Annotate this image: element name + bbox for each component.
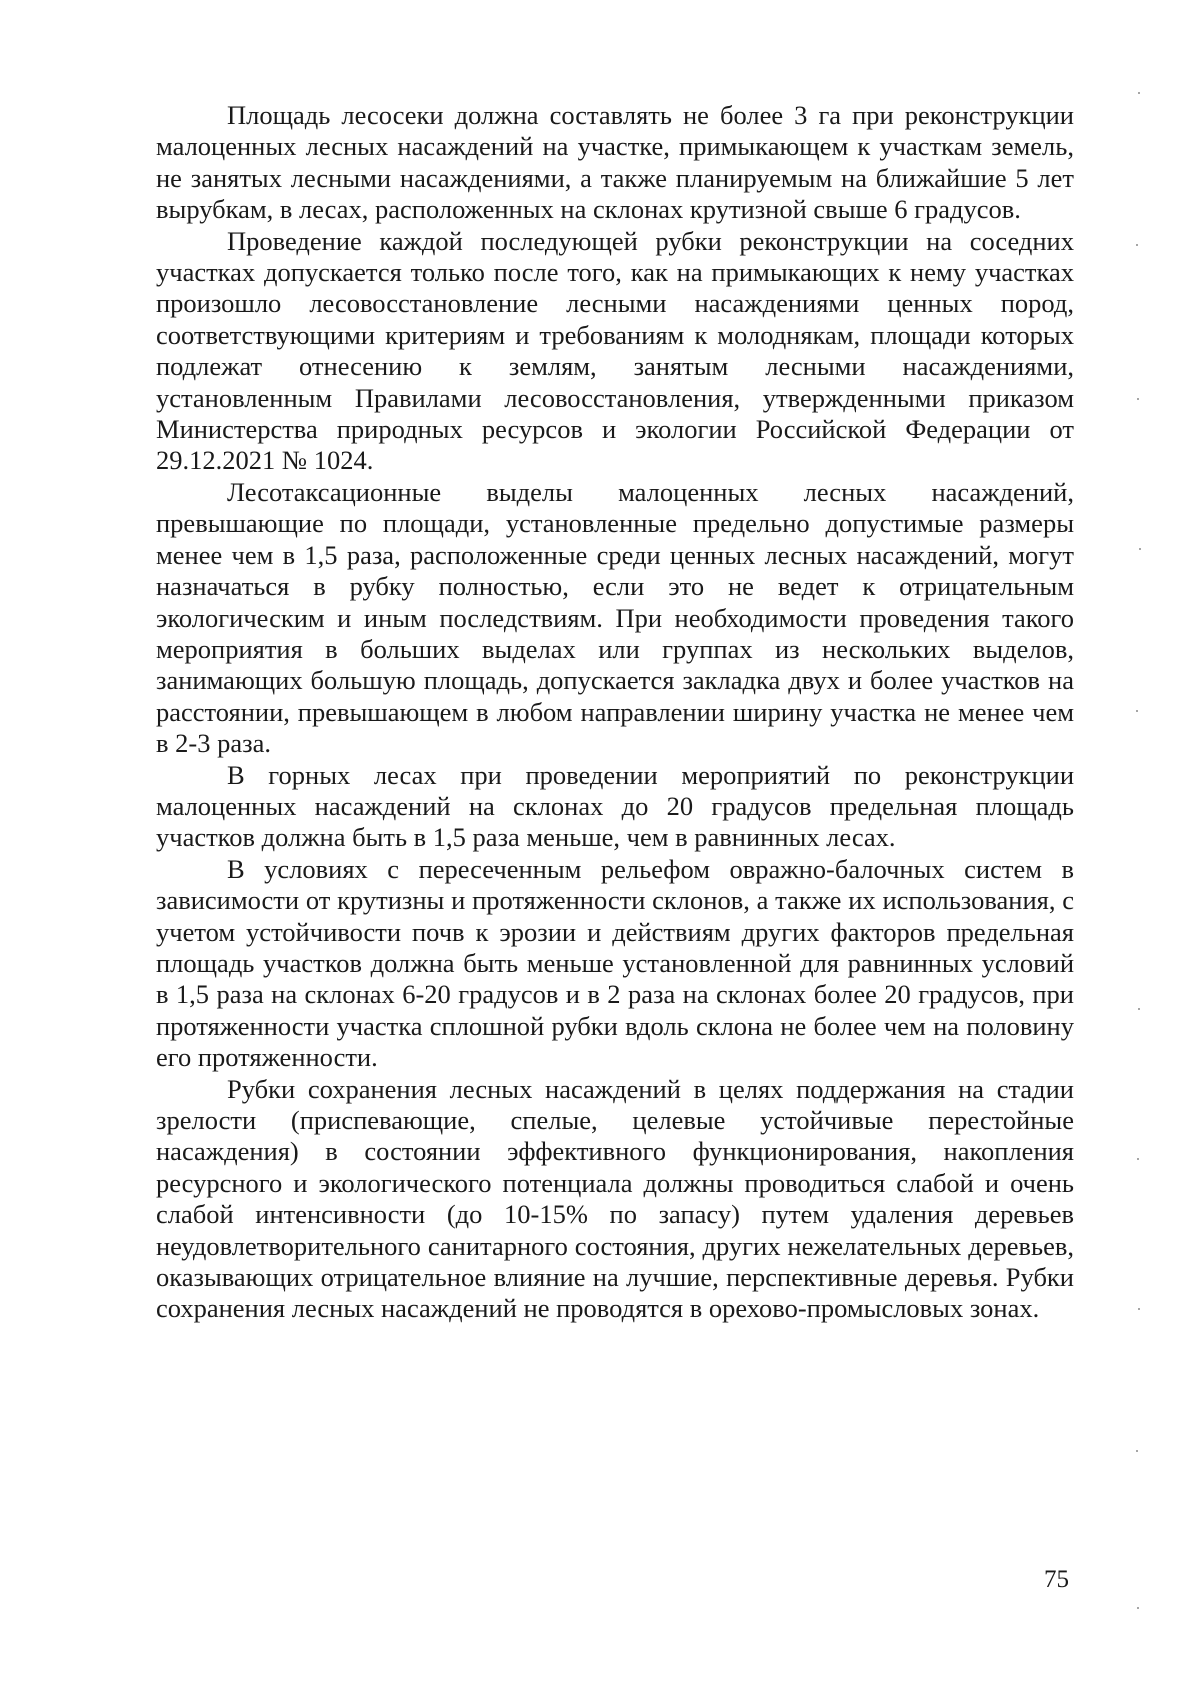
- paragraph-3: Лесотаксационные выделы малоценных лесных насаждений, превышающие по площади, установленные предельно допустимые размеры менее чем в 1,5 раза, расположенные среди ценных лесных насаждений, могут назначаться в рубку полностью, если это не ведет к отрицательным экологическим и иным последствиям. При необходимости проведения такого мероприятия в больших выделах или группах из нескольких выделов, занимающих большую площадь, допускается закладка двух и более участков на расстоянии, превышающем в любом направлении ширину участка не менее чем в 2-3 раза.: [156, 476, 1074, 759]
- scan-speck: [1137, 398, 1139, 400]
- paragraph-1: Площадь лесосеки должна составлять не более 3 га при реконструкции малоценных лесных насаждений на участке, примыкающем к участкам земель, не занятых лесными насаждениями, а также планируемым на ближайшие 5 лет вырубкам, в лесах, расположенных на склонах крутизной свыше 6 градусов.: [156, 100, 1074, 225]
- scan-speck: [1136, 244, 1138, 246]
- scan-speck: [1138, 1308, 1140, 1310]
- scan-speck: [1136, 710, 1138, 712]
- scan-speck: [1138, 92, 1140, 94]
- body-text: [156, 100, 1074, 1325]
- scan-speck: [1136, 1450, 1138, 1452]
- paragraph-6: Рубки сохранения лесных насаждений в целях поддержания на стадии зрелости (приспевающие, спелые, целевые устойчивые перестойные насаждения) в состоянии эффективного функционирования, накопления ресурсного и экологического потенциала должны проводиться слабой и очень слабой интенсивности (до 10-15% по запасу) путем удаления деревьев неудовлетворительного санитарного состояния, других нежелательных деревьев, оказывающих отрицательное влияние на лучшие, перспективные деревья. Рубки сохранения лесных насаждений не проводятся в орехово-промысловых зонах.: [156, 1073, 1074, 1324]
- scan-speck: [1138, 1008, 1140, 1010]
- page-number: 75: [1044, 1566, 1069, 1593]
- paragraph-2: Проведение каждой последующей рубки реконструкции на соседних участках допускается только после того, как на примыкающих к нему участках произошло лесовосстановление лесными насаждениями ценных пород, соответствующими критериям и требованиям к молоднякам, площади которых подлежат отнесению к землям, занятым лесными насаждениями, установленным Правилами лесовосстановления, утвержденными приказом Министерства природных ресурсов и экологии Российской Федерации от 29.12.2021 № 1024.: [156, 225, 1074, 476]
- scan-speck: [1137, 1607, 1139, 1609]
- scan-speck: [1139, 548, 1141, 550]
- paragraph-4: В горных лесах при проведении мероприятий по реконструкции малоценных насаждений на склонах до 20 градусов предельная площадь участков должна быть в 1,5 раза меньше, чем в равнинных лесах.: [156, 759, 1074, 853]
- scan-speck: [1137, 1158, 1139, 1160]
- paragraph-5: В условиях с пересеченным рельефом овражно-балочных систем в зависимости от крутизны и протяженности склонов, а также их использования, с учетом устойчивости почв к эрозии и действиям других факторов предельная площадь участков должна быть меньше установленной для равнинных условий в 1,5 раза на склонах 6-20 градусов и в 2 раза на склонах более 20 градусов, при протяженности участка сплошной рубки вдоль склона не более чем на половину его протяженности.: [156, 853, 1074, 1073]
